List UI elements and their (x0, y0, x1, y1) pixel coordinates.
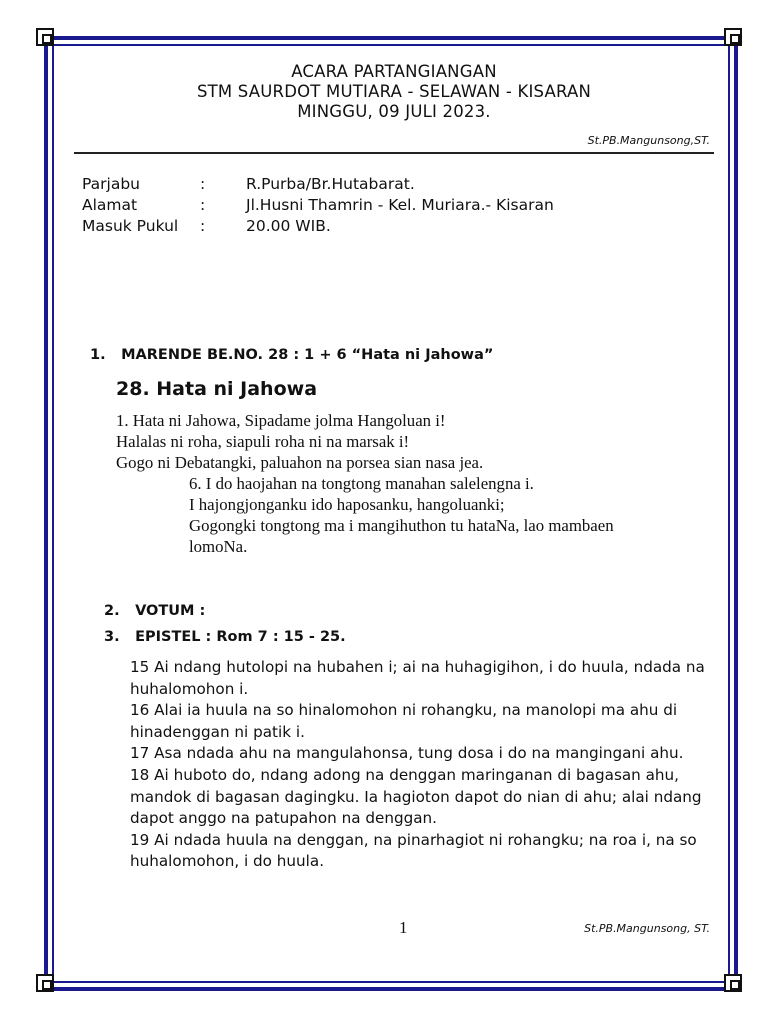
info-label: Parjabu (82, 175, 140, 193)
document-header (74, 62, 714, 122)
header-date: MINGGU, 09 JULI 2023. (297, 102, 491, 121)
section-number: 1. (90, 347, 106, 363)
header-title: ACARA PARTANGIANGAN (291, 62, 497, 81)
info-label: Alamat (82, 196, 138, 214)
info-value: R.Purba/Br.Hutabarat. (246, 175, 415, 193)
header-divider (74, 152, 714, 154)
corner-ornament-top-right (724, 28, 742, 46)
section-title: MARENDE BE.NO. 28 : 1 + 6 “Hata ni Jahowa” (121, 347, 494, 363)
hymn-line: I hajongjonganku ido haposanku, hangoluanki; (189, 495, 505, 514)
info-row-alamat (82, 195, 554, 216)
section-number: 2. (104, 603, 120, 619)
header-author: St.PB.Mangunsong,ST. (587, 134, 710, 147)
corner-ornament-bottom-right (724, 974, 742, 992)
info-label: Masuk Pukul (82, 217, 179, 235)
hymn-line: 1. Hata ni Jahowa, Sipadame jolma Hangoluan i! (116, 411, 446, 430)
section-title: EPISTEL : Rom 7 : 15 - 25. (135, 629, 346, 645)
section-number: 3. (104, 629, 120, 645)
corner-ornament-top-left (36, 28, 54, 46)
hymn-line: lomoNa. (189, 537, 248, 556)
section-epistel (104, 626, 346, 645)
verse: 18 Ai huboto do, ndang adong na denggan maringanan di bagasan ahu, mandok di bagasan dagingku. Ia hagioton dapot do nian di ahu; alai ndang dapot anggo na patupahon na denggan. (130, 765, 702, 828)
hymn-title: 28. Hata ni Jahowa (116, 378, 318, 400)
section-votum (104, 600, 205, 619)
verse: 15 Ai ndang hutolopi na hubahen i; ai na huhagigihon, i do huula, ndada na huhalomohon i. (130, 658, 705, 698)
section-title: VOTUM : (135, 603, 206, 619)
section-marende (90, 344, 493, 363)
verse: 16 Alai ia huula na so hinalomohon ni rohangku, na manolopi ma ahu di hinadenggan ni patik i. (130, 701, 678, 741)
hymn-lyrics (116, 410, 716, 557)
footer-author: St.PB.Mangunsong, ST. (584, 922, 710, 935)
info-value: 20.00 WIB. (246, 217, 331, 235)
verse: 17 Asa ndada ahu na mangulahonsa, tung dosa i do na mangingani ahu. (130, 744, 684, 763)
info-colon: : (200, 175, 206, 193)
info-value: Jl.Husni Thamrin - Kel. Muriara.- Kisaran (246, 196, 554, 214)
info-row-parjabu (82, 174, 554, 195)
info-colon: : (200, 217, 206, 235)
hymn-line: Gogo ni Debatangki, paluahon na porsea sian nasa jea. (116, 453, 484, 472)
hymn-line: 6. I do haojahan na tongtong manahan salelengna i. (189, 474, 534, 493)
info-colon: : (200, 196, 206, 214)
info-row-masuk (82, 216, 554, 237)
epistel-text (130, 657, 720, 873)
hymn-line: Gogongki tongtong ma i mangihuthon tu hataNa, lao mambaen (189, 516, 614, 535)
page-number: 1 (399, 918, 408, 937)
event-info (82, 174, 554, 237)
corner-ornament-bottom-left (36, 974, 54, 992)
header-subtitle: STM SAURDOT MUTIARA - SELAWAN - KISARAN (196, 82, 592, 101)
verse: 19 Ai ndada huula na denggan, na pinarhagiot ni rohangku; na roa i, na so huhalomohon, i do huula. (130, 830, 697, 871)
hymn-line: Halalas ni roha, siapuli roha ni na marsak i! (116, 432, 410, 451)
